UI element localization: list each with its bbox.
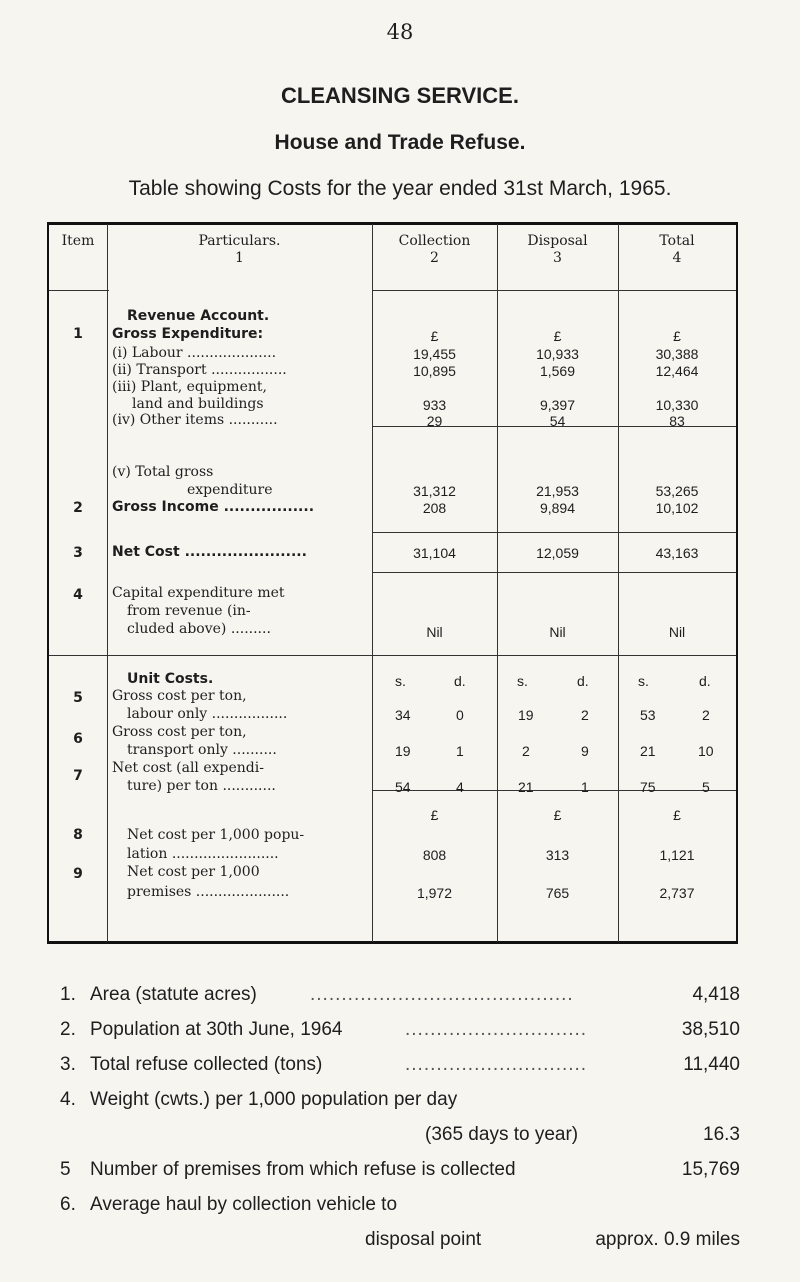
cell-collection-d: 4 xyxy=(456,779,464,795)
header-disposal-no: 3 xyxy=(553,250,562,266)
cell-disposal: 765 xyxy=(545,885,570,901)
footer-label: Weight (cwts.) per 1,000 population per day xyxy=(90,1089,458,1110)
item-number: 5 xyxy=(73,690,83,706)
header-particulars: Particulars. xyxy=(198,233,281,249)
unit-shillings: s. xyxy=(517,673,528,689)
cell-disposal: 21,953 xyxy=(536,483,579,499)
row-label: (ii) Transport ................. xyxy=(112,362,287,378)
row-label: from revenue (in- xyxy=(127,603,251,619)
cell-collection-s: 34 xyxy=(395,707,411,723)
cell-collection-d: 0 xyxy=(456,707,464,723)
cell-total-d: 10 xyxy=(698,743,714,759)
header-collection: Collection xyxy=(398,233,471,249)
unit-pence: d. xyxy=(577,673,589,689)
footer-number: 2. xyxy=(60,1019,76,1040)
row-divider xyxy=(372,790,736,791)
unit-shillings: s. xyxy=(638,673,649,689)
item-number: 8 xyxy=(73,827,83,843)
footer-label: Area (statute acres) xyxy=(90,984,257,1005)
unit-symbol: £ xyxy=(553,807,562,823)
cell-total: 43,163 xyxy=(655,545,699,561)
row-label: (iii) Plant, equipment, xyxy=(112,379,267,395)
item-number: 9 xyxy=(73,866,83,882)
cell-total: 53,265 xyxy=(655,483,699,499)
item-number: 4 xyxy=(73,587,83,603)
row-label: land and buildings xyxy=(132,396,264,412)
footer-value: 4,418 xyxy=(692,984,740,1005)
leader-dots: ............................. xyxy=(405,1054,588,1075)
item-number: 7 xyxy=(73,768,83,784)
row-label: Gross Expenditure: xyxy=(112,326,264,342)
cell-disposal: 313 xyxy=(545,847,570,863)
row-divider xyxy=(372,290,736,291)
cell-total: 10,330 xyxy=(655,397,699,413)
cell-collection: 31,104 xyxy=(413,545,456,561)
header-particulars-no: 1 xyxy=(235,250,244,266)
item-number: 6 xyxy=(73,731,83,747)
footer-value: 38,510 xyxy=(681,1019,740,1040)
cell-collection: Nil xyxy=(426,624,443,640)
header-total-no: 4 xyxy=(672,250,682,266)
item-number: 2 xyxy=(73,500,83,516)
cell-disposal-d: 1 xyxy=(581,779,589,795)
row-label: Gross cost per ton, xyxy=(112,724,247,740)
unit-symbol: £ xyxy=(673,807,681,823)
column-divider xyxy=(107,224,108,942)
cell-disposal-d: 9 xyxy=(581,743,589,759)
cell-collection: 10,895 xyxy=(413,363,456,379)
cell-total: 1,121 xyxy=(659,847,695,863)
cell-total-s: 75 xyxy=(640,779,656,795)
cell-collection: 208 xyxy=(422,500,447,516)
cell-total: Nil xyxy=(668,624,686,640)
unit-shillings: s. xyxy=(395,673,406,689)
item-number: 1 xyxy=(73,326,83,342)
row-label: (i) Labour .................... xyxy=(112,345,277,361)
footer-label: disposal point xyxy=(365,1229,482,1250)
leader-dots: .......................................... xyxy=(310,984,574,1005)
subtitle: House and Trade Refuse. xyxy=(274,131,526,154)
unit-symbol: £ xyxy=(553,328,562,344)
row-divider xyxy=(49,655,736,656)
cell-disposal-s: 2 xyxy=(522,743,530,759)
cell-collection: 1,972 xyxy=(416,885,453,901)
cell-total: 30,388 xyxy=(655,346,699,362)
footer-label: Number of premises from which refuse is collected xyxy=(90,1159,516,1180)
cell-collection-s: 19 xyxy=(395,743,411,759)
row-label: Gross cost per ton, xyxy=(112,688,247,704)
header-item: Item xyxy=(61,233,95,249)
unit-symbol: £ xyxy=(430,328,439,344)
cell-disposal: 10,933 xyxy=(536,346,579,362)
cell-collection: 808 xyxy=(422,847,447,863)
unit-symbol: £ xyxy=(673,328,681,344)
row-label: Net Cost ....................... xyxy=(112,544,307,560)
cell-disposal: 9,894 xyxy=(539,500,576,516)
section-heading: Revenue Account. xyxy=(127,308,270,324)
cell-total-s: 53 xyxy=(640,707,656,723)
row-divider xyxy=(372,572,736,573)
table-caption: Table showing Costs for the year ended 31st March, 1965. xyxy=(128,177,672,200)
row-label: cluded above) ......... xyxy=(127,621,271,637)
row-divider xyxy=(49,290,109,291)
footer-label: (365 days to year) xyxy=(425,1124,579,1145)
cell-disposal: 1,569 xyxy=(539,363,576,379)
cell-total: 83 xyxy=(669,413,685,429)
header-total: Total xyxy=(659,233,695,249)
item-number: 3 xyxy=(73,545,83,561)
cell-disposal: 9,397 xyxy=(539,397,576,413)
unit-pence: d. xyxy=(699,673,711,689)
page-number: 48 xyxy=(386,20,414,44)
cell-disposal: Nil xyxy=(549,624,566,640)
footer-value: 15,769 xyxy=(681,1159,740,1180)
cell-total: 2,737 xyxy=(659,885,695,901)
cell-total: 10,102 xyxy=(655,500,699,516)
row-label: (v) Total gross xyxy=(112,464,214,480)
unit-symbol: £ xyxy=(430,807,439,823)
footer-label: Average haul by collection vehicle to xyxy=(90,1194,398,1215)
row-label: Gross Income ................. xyxy=(112,499,315,515)
row-label: labour only ................. xyxy=(127,706,288,722)
cell-collection: 29 xyxy=(426,413,443,429)
row-label: (iv) Other items ........... xyxy=(112,412,278,428)
cell-disposal-s: 21 xyxy=(518,779,534,795)
row-label: Net cost per 1,000 xyxy=(127,864,260,880)
footer-number: 3. xyxy=(60,1054,76,1075)
row-label: transport only .......... xyxy=(127,742,277,758)
footer-value: 11,440 xyxy=(683,1054,740,1075)
cell-collection-s: 54 xyxy=(395,779,411,795)
footer-value: 16.3 xyxy=(703,1124,740,1145)
row-label: Net cost per 1,000 popu- xyxy=(127,827,305,843)
row-label: ture) per ton ............ xyxy=(127,778,276,794)
row-divider xyxy=(372,532,736,533)
cell-total: 12,464 xyxy=(655,363,699,379)
row-label: expenditure xyxy=(187,482,273,498)
cell-disposal: 54 xyxy=(549,413,566,429)
cell-disposal: 12,059 xyxy=(536,545,579,561)
cell-disposal-d: 2 xyxy=(581,707,589,723)
cell-total-d: 2 xyxy=(702,707,710,723)
leader-dots: ............................. xyxy=(405,1019,588,1040)
cell-collection: 19,455 xyxy=(413,346,456,362)
header-disposal: Disposal xyxy=(527,233,588,249)
cell-disposal-s: 19 xyxy=(518,707,534,723)
footer-number: 5 xyxy=(60,1159,71,1180)
cell-collection: 933 xyxy=(422,397,447,413)
footer-label: Total refuse collected (tons) xyxy=(90,1054,323,1075)
page-title: CLEANSING SERVICE. xyxy=(281,83,519,108)
footer-number: 4. xyxy=(60,1089,76,1110)
footer-label: Population at 30th June, 1964 xyxy=(90,1019,343,1040)
cell-total-s: 21 xyxy=(640,743,656,759)
section-heading: Unit Costs. xyxy=(127,671,214,687)
row-label: Capital expenditure met xyxy=(112,585,285,601)
row-label: Net cost (all expendi- xyxy=(112,760,264,776)
row-label: lation ........................ xyxy=(127,846,279,862)
unit-pence: d. xyxy=(454,673,466,689)
footer-value: approx. 0.9 miles xyxy=(595,1229,740,1250)
footer-number: 6. xyxy=(60,1194,76,1215)
cell-collection: 31,312 xyxy=(413,483,456,499)
header-collection-no: 2 xyxy=(430,250,439,266)
cell-collection-d: 1 xyxy=(456,743,464,759)
row-label: premises ..................... xyxy=(127,884,290,900)
footer-number: 1. xyxy=(60,984,76,1005)
cell-total-d: 5 xyxy=(702,779,710,795)
